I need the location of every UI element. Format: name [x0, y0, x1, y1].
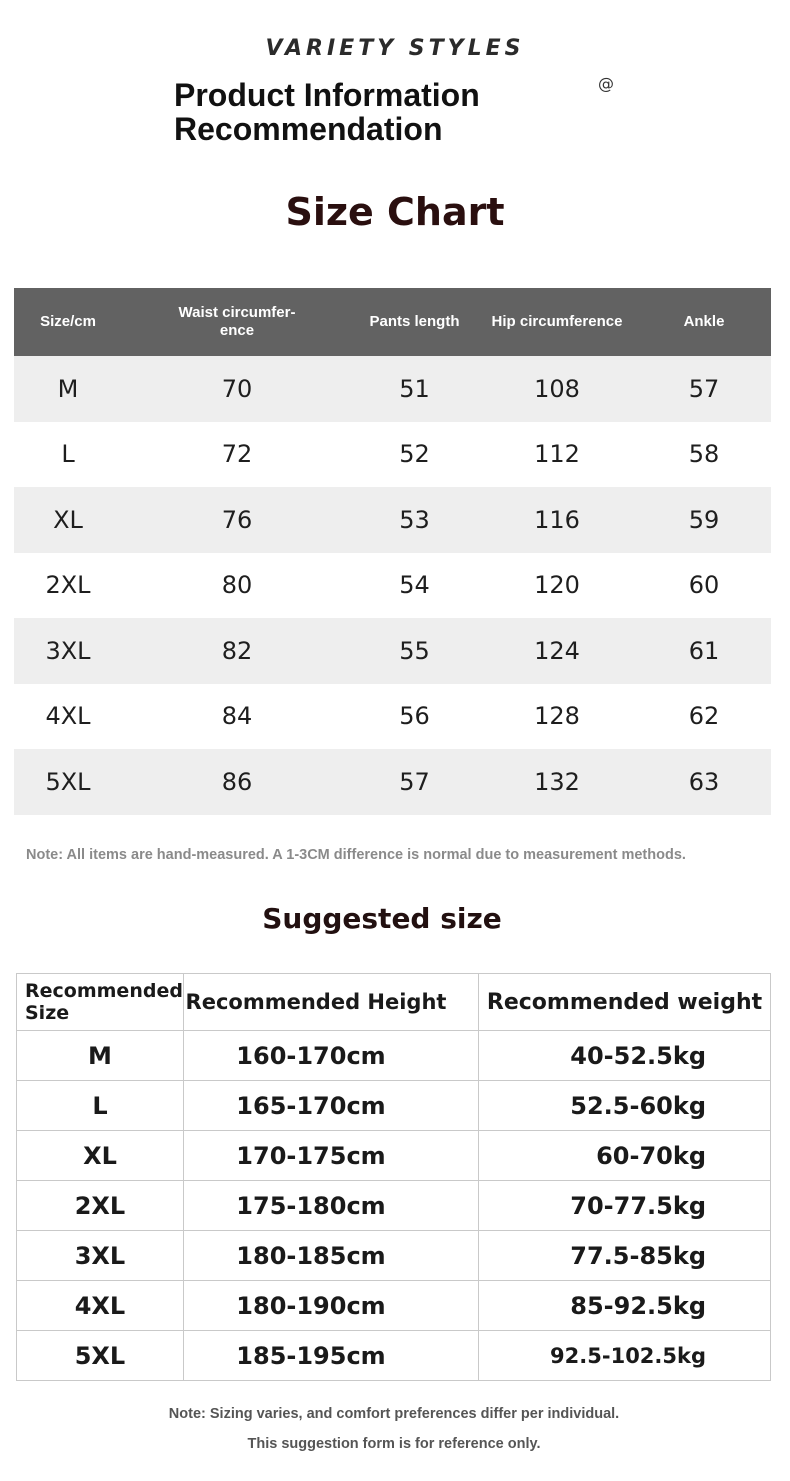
title-line-1: Product Information: [174, 77, 480, 113]
cell-ankle: 57: [637, 356, 771, 422]
cell-pants-length: 55: [352, 618, 477, 684]
cell-height: 165-170cm: [183, 1081, 478, 1131]
brand-logo: VARIETY STYLES: [265, 36, 525, 61]
cell-size: 5XL: [17, 1331, 184, 1381]
cell-size: 4XL: [14, 684, 122, 750]
header-hip: Hip circumference: [477, 288, 637, 356]
cell-height: 160-170cm: [183, 1031, 478, 1081]
cell-size: 4XL: [17, 1281, 184, 1331]
size-chart-title: Size Chart: [285, 190, 505, 234]
header-recommended-size: Recommended Size: [17, 974, 184, 1031]
header-recommended-height: Recommended Height: [183, 974, 478, 1031]
cell-size: 2XL: [14, 553, 122, 619]
table-row: [14, 422, 771, 488]
table-row: [17, 1031, 771, 1081]
cell-ankle: 61: [637, 618, 771, 684]
suggestion-note-line-1: Note: Sizing varies, and comfort preferences differ per individual.: [168, 1406, 620, 1422]
suggestion-note-line-2: This suggestion form is for reference only.: [247, 1436, 541, 1452]
table-row: [17, 1331, 771, 1381]
cell-waist: 84: [122, 684, 352, 750]
suggested-size-table: [16, 973, 771, 1381]
table-row: [17, 1081, 771, 1131]
cell-hip: 124: [477, 618, 637, 684]
table-row: [14, 553, 771, 619]
table-row: [14, 618, 771, 684]
cell-size: M: [17, 1031, 184, 1081]
table-row: [14, 487, 771, 553]
cell-waist: 82: [122, 618, 352, 684]
cell-pants-length: 56: [352, 684, 477, 750]
cell-hip: 112: [477, 422, 637, 488]
table-row: [17, 1281, 771, 1331]
size-chart-header-row: [14, 288, 771, 356]
at-mark: @: [598, 74, 614, 93]
cell-size: XL: [14, 487, 122, 553]
cell-pants-length: 54: [352, 553, 477, 619]
cell-ankle: 60: [637, 553, 771, 619]
cell-pants-length: 57: [352, 749, 477, 815]
page-title: [174, 78, 480, 146]
cell-waist: 76: [122, 487, 352, 553]
cell-pants-length: 51: [352, 356, 477, 422]
header-waist: Waist circumfer-ence: [122, 288, 352, 356]
cell-pants-length: 52: [352, 422, 477, 488]
cell-ankle: 63: [637, 749, 771, 815]
table-row: [14, 684, 771, 750]
cell-weight: 60-70kg: [479, 1131, 771, 1181]
suggested-size-title: Suggested size: [262, 902, 502, 935]
cell-waist: 80: [122, 553, 352, 619]
cell-weight: 40-52.5kg: [479, 1031, 771, 1081]
table-row: [17, 1131, 771, 1181]
cell-height: 185-195cm: [183, 1331, 478, 1381]
cell-size: M: [14, 356, 122, 422]
header-recommended-weight: Recommended weight: [479, 974, 771, 1031]
cell-weight: 70-77.5kg: [479, 1181, 771, 1231]
cell-size: XL: [17, 1131, 184, 1181]
cell-hip: 120: [477, 553, 637, 619]
cell-height: 175-180cm: [183, 1181, 478, 1231]
cell-ankle: 62: [637, 684, 771, 750]
table-row: [14, 356, 771, 422]
cell-size: 5XL: [14, 749, 122, 815]
cell-hip: 132: [477, 749, 637, 815]
table-row: [17, 1231, 771, 1281]
measurement-note: Note: All items are hand-measured. A 1-3CM difference is normal due to measurement methods.: [26, 847, 686, 863]
cell-hip: 116: [477, 487, 637, 553]
size-chart-table: [14, 288, 771, 815]
table-row: [17, 1181, 771, 1231]
header-ankle: Ankle: [637, 288, 771, 356]
cell-size: 3XL: [17, 1231, 184, 1281]
cell-weight: 92.5-102.5kg: [479, 1331, 771, 1381]
cell-waist: 86: [122, 749, 352, 815]
cell-waist: 72: [122, 422, 352, 488]
header-pants-length: Pants length: [352, 288, 477, 356]
cell-ankle: 58: [637, 422, 771, 488]
header-size: Size/cm: [14, 288, 122, 356]
cell-size: L: [14, 422, 122, 488]
title-line-2: Recommendation: [174, 111, 443, 147]
cell-waist: 70: [122, 356, 352, 422]
cell-height: 170-175cm: [183, 1131, 478, 1181]
cell-height: 180-185cm: [183, 1231, 478, 1281]
cell-size: 2XL: [17, 1181, 184, 1231]
cell-weight: 85-92.5kg: [479, 1281, 771, 1331]
cell-height: 180-190cm: [183, 1281, 478, 1331]
cell-ankle: 59: [637, 487, 771, 553]
cell-weight: 77.5-85kg: [479, 1231, 771, 1281]
table-row: [14, 749, 771, 815]
cell-hip: 108: [477, 356, 637, 422]
cell-hip: 128: [477, 684, 637, 750]
suggested-header-row: [17, 974, 771, 1031]
cell-weight: 52.5-60kg: [479, 1081, 771, 1131]
cell-size: L: [17, 1081, 184, 1131]
cell-pants-length: 53: [352, 487, 477, 553]
cell-size: 3XL: [14, 618, 122, 684]
